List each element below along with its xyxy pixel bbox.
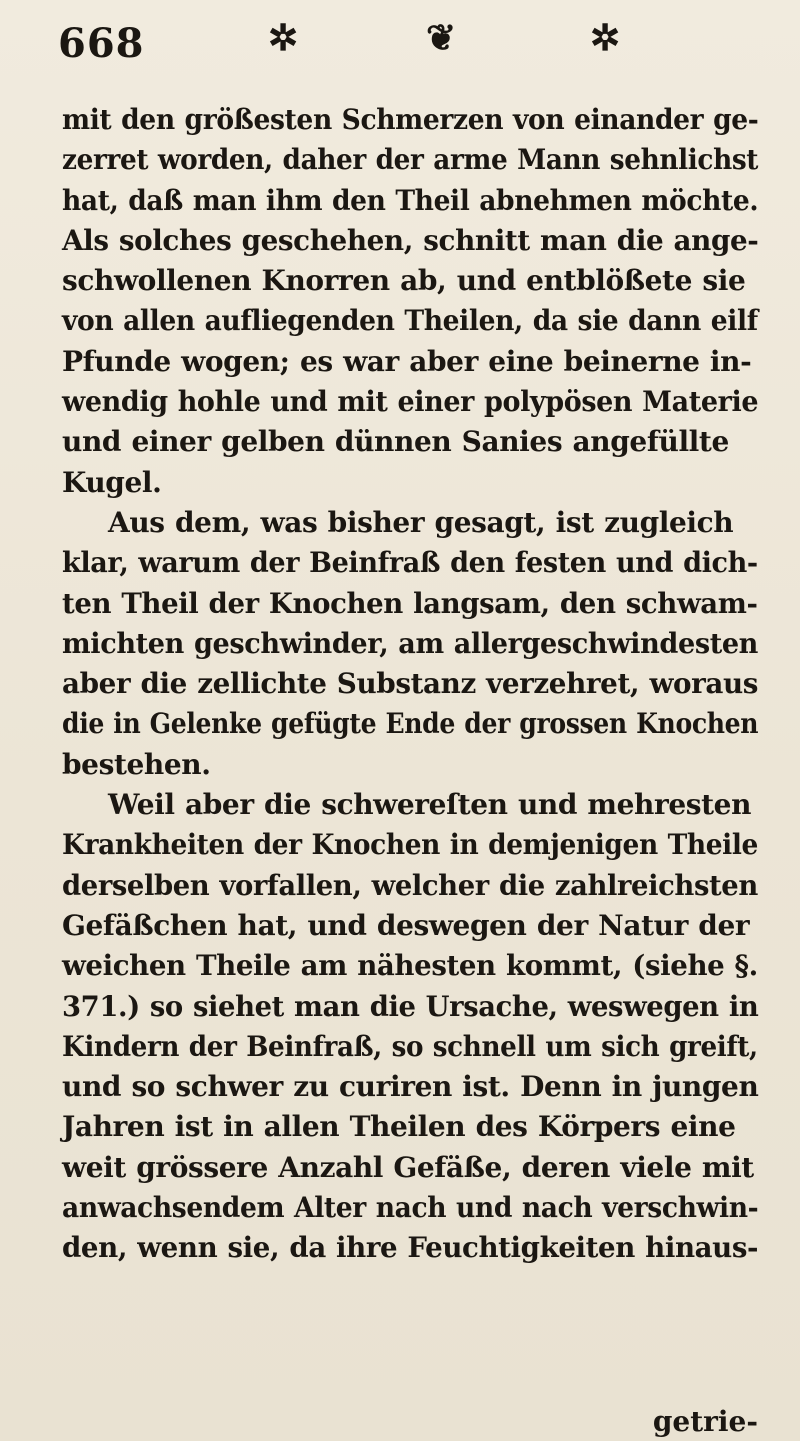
text-line: Gefäßchen hat, und deswegen der Natur der: [62, 908, 750, 942]
catchword: getrie-: [652, 1405, 758, 1438]
text-line: und so schwer zu curiren ist. Denn in jungen: [62, 1070, 759, 1104]
text-line: aber die zellichte Substanz verzehret, woraus: [62, 667, 759, 701]
floral-ornament-icon: ❦: [426, 17, 457, 59]
text-line: mit den größesten Schmerzen von einander ge-: [62, 103, 759, 136]
page-number: 668: [58, 20, 145, 67]
text-line: von allen aufliegenden Theilen, da sie dann eilf: [62, 304, 758, 338]
left-star-ornament-icon: ✲: [268, 17, 299, 59]
text-line: michten geschwinder, am allergeschwindesten: [62, 626, 759, 660]
text-line: den, wenn sie, da ihre Feuchtigkeiten hinaus-: [62, 1231, 759, 1265]
text-line: weit grössere Anzahl Gefäße, deren viele mit: [62, 1150, 754, 1184]
text-line: Kugel.: [62, 465, 162, 499]
text-line: weichen Theile am nähesten kommt, (siehe §.: [62, 949, 758, 983]
text-line: Pfunde wogen; es war aber eine beinerne in-: [62, 344, 752, 378]
text-line: hat, daß man ihm den Theil abnehmen möchte.: [62, 183, 759, 217]
text-line: Aus dem, was bisher gesagt, ist zugleich: [108, 505, 734, 539]
text-line: Krankheiten der Knochen in demjenigen Theile: [62, 828, 758, 862]
text-line: derselben vorfallen, welcher die zahlreichsten: [62, 868, 758, 902]
text-line: 371.) so siehet man die Ursache, weswegen in: [62, 989, 759, 1023]
text-line: die in Gelenke gefügte Ende der grossen Knochen: [62, 707, 759, 741]
text-line: klar, warum der Beinfraß den festen und dich-: [62, 546, 758, 580]
text-line: und einer gelben dünnen Sanies angefüllte: [62, 425, 729, 459]
right-star-ornament-icon: ✲: [590, 17, 621, 59]
text-line: zerret worden, daher der arme Mann sehnlichst: [62, 143, 759, 177]
text-line: ten Theil der Knochen langsam, den schwam-: [62, 586, 758, 620]
body-text: [62, 100, 758, 1269]
text-line: Als solches geschehen, schnitt man die ange-: [62, 223, 759, 257]
text-line: wendig hohle und mit einer polypösen Materie: [62, 385, 759, 419]
text-line: anwachsendem Alter nach und nach verschwin-: [62, 1191, 759, 1225]
text-line: Jahren ist in allen Theilen des Körpers eine: [62, 1110, 736, 1144]
page-header: [58, 16, 758, 76]
text-line: Weil aber die schwereſten und mehresten: [108, 788, 752, 822]
text-line: Kindern der Beinfraß, so schnell um sich greift,: [62, 1029, 758, 1063]
text-line: bestehen.: [62, 747, 211, 781]
text-line: schwollenen Knorren ab, und entblößete sie: [62, 264, 746, 298]
